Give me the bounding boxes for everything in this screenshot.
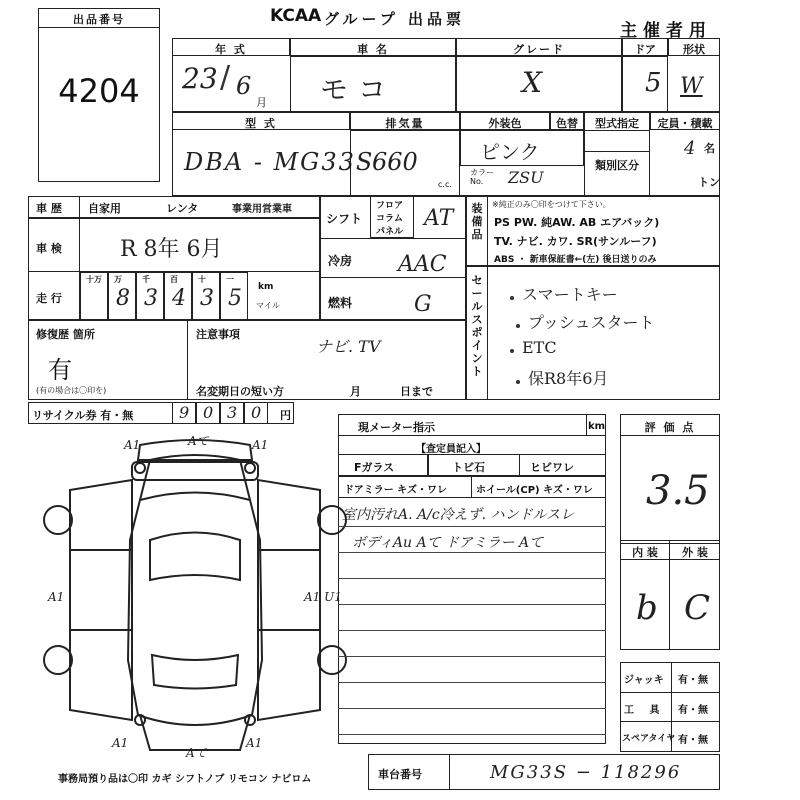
recycle-unit: 円 <box>280 409 291 422</box>
diagram-mark-7: Aて <box>186 746 207 760</box>
sales-label: セールスポイント <box>471 274 483 378</box>
sales-point-text: プッシュスタート <box>528 313 655 332</box>
capacity-label: 定員・積載 <box>657 117 713 130</box>
score-value: 3.5 <box>646 468 710 514</box>
mileage-digit-label: 百 <box>170 275 178 284</box>
diagram-mark-6: A1 <box>112 736 129 750</box>
diagram-mark-3: A1 <box>252 438 269 452</box>
caution-value: ナビ. TV <box>316 337 381 356</box>
door-value: 5 <box>645 68 662 98</box>
chip-label: トビ石 <box>452 461 485 474</box>
tools-label: 工 具 <box>624 705 666 716</box>
inspector-title: 【査定員記入】 <box>416 444 486 455</box>
role-label: 主催者用 <box>620 21 712 41</box>
shift-floor: フロア <box>376 201 404 211</box>
mirror-label: ドアミラー キズ・ワレ <box>344 485 447 496</box>
fuel-value: G <box>414 292 432 317</box>
bullet-icon <box>516 324 520 328</box>
mileage-digit-label: 十 <box>198 275 206 284</box>
note-line <box>338 734 606 735</box>
exterior-label: 外 装 <box>682 546 708 559</box>
repair-note: (有の場合は〇印を) <box>36 386 107 395</box>
tools-yn: 有・無 <box>678 705 708 716</box>
crack-label: ヒビワレ <box>530 461 574 474</box>
sales-point-text: 保R8年6月 <box>528 369 609 388</box>
sales-point-text: ETC <box>522 338 557 357</box>
capacity-value: 4 <box>684 138 696 159</box>
repair-label: 修復歴 箇所 <box>36 328 95 341</box>
recycle-digit: 3 <box>227 403 238 422</box>
year-slash: / <box>220 60 231 95</box>
equipment-label: 装備品 <box>471 202 483 241</box>
ac-value: AAC <box>398 252 447 277</box>
color-label: 外装色 <box>488 117 522 130</box>
class-label: 類別区分 <box>595 159 639 172</box>
grade-value: X <box>522 66 542 99</box>
designation-value-cell <box>584 130 650 152</box>
footer-note: 事務局預り品は〇印 カギ シフトノブ リモコン ナビロム <box>58 774 312 785</box>
ac-label: 冷房 <box>328 254 353 268</box>
repair-value: 有 <box>48 356 72 384</box>
diagram-mark-4: A1 <box>48 590 65 604</box>
glass-label: Fガラス <box>354 461 395 474</box>
mileage-digit: 3 <box>200 286 214 311</box>
mileage-digit-label: 一 <box>226 275 234 284</box>
shift-column: コラム <box>376 214 403 224</box>
expiry-label: 名変期日の短い方 <box>196 385 284 398</box>
score-label: 評 価 点 <box>644 421 696 434</box>
sales-point <box>510 338 557 357</box>
model-value: DBA - MG33S <box>184 148 375 176</box>
frame-label: 車台番号 <box>378 768 422 781</box>
mileage-label: 走 行 <box>36 292 62 305</box>
recycle-digit: 0 <box>251 403 262 422</box>
recycle-digit: 9 <box>179 403 190 422</box>
car-name-value: モコ <box>320 73 397 106</box>
load-unit: トン <box>698 176 720 189</box>
color-value: ピンク <box>480 140 540 164</box>
mileage-digit: 8 <box>116 286 130 311</box>
wheel-label: ホイール(CP) キズ・ワレ <box>476 485 593 496</box>
sales-point <box>516 310 655 333</box>
color-change-label: 色替 <box>556 117 578 130</box>
caution-label: 注意事項 <box>196 328 240 341</box>
mileage-digit: 3 <box>144 286 158 311</box>
mileage-digit-label: 十万 <box>86 275 102 284</box>
shift-label: シフト <box>326 212 363 226</box>
sales-point <box>516 366 608 389</box>
jack-label: ジャッキ <box>624 675 664 686</box>
mileage-digit-label: 万 <box>114 275 122 284</box>
inspector-note-2: ボディAu Aて ドアミラー Aて <box>352 535 544 551</box>
car-name-label: 車 名 <box>357 43 389 56</box>
exterior-value: C <box>684 588 711 628</box>
km-unit: km <box>258 282 274 292</box>
note-line <box>338 604 606 605</box>
year-value: 23 <box>182 62 218 95</box>
month-unit: 月 <box>256 96 267 109</box>
inspection-label: 車 検 <box>36 242 62 255</box>
mileage-digit: 4 <box>172 286 186 311</box>
brand-logo: KCAA <box>270 6 322 26</box>
equipment-line3: ABS ・ 新車保証書←(左) 後日送りのみ <box>494 255 657 265</box>
designation-label: 型式指定 <box>595 117 639 130</box>
expiry-day: 日まで <box>400 385 433 398</box>
fuel-label: 燃料 <box>328 296 353 310</box>
sales-point <box>510 282 618 305</box>
color-no-label: カラーNo. <box>470 168 494 186</box>
sales-point-text: スマートキー <box>522 285 618 304</box>
mile-unit: マイル <box>256 301 280 310</box>
model-label: 型 式 <box>245 117 277 130</box>
history-opt-business: 事業用営業車 <box>232 204 292 215</box>
equipment-note: ※純正のみ〇印をつけて下さい。 <box>492 200 611 209</box>
brand-title: グループ 出品票 <box>324 10 466 28</box>
lot-label: 出品番号 <box>73 13 125 26</box>
bullet-icon <box>510 349 514 353</box>
diagram-mark-1: A1 <box>124 438 141 452</box>
expiry-month: 月 <box>350 385 361 398</box>
mileage-digit: 5 <box>228 286 242 311</box>
cc-unit: c.c. <box>438 180 452 189</box>
inspector-note-1: 室内汚れA. A/c冷えず. ハンドルスレ <box>342 507 575 523</box>
month-value: 6 <box>236 72 252 100</box>
displacement-label: 排気量 <box>385 117 425 130</box>
note-line <box>338 708 606 709</box>
inspection-value: R 8年 6月 <box>120 237 223 262</box>
note-line <box>338 682 606 683</box>
equipment-line1: PS PW. 純AW. AB エアバック) <box>494 216 660 229</box>
spare-yn: 有・無 <box>678 735 708 746</box>
displacement-value: 660 <box>372 148 418 176</box>
lot-number: 4204 <box>58 72 140 110</box>
frame-value: MG33S − 118296 <box>490 762 682 783</box>
capacity-unit: 名 <box>704 142 715 155</box>
note-line <box>338 656 606 657</box>
note-line <box>338 526 606 527</box>
shape-value: W <box>680 74 703 99</box>
shift-value: AT <box>424 206 454 231</box>
note-line <box>338 578 606 579</box>
diagram-mark-5: A1 U1 <box>304 590 342 604</box>
spare-label: スペアタイヤ <box>622 734 676 744</box>
shape-label: 形状 <box>683 43 705 56</box>
note-line <box>338 552 606 553</box>
interior-label: 内 装 <box>632 546 658 559</box>
meter-label: 現メーター指示 <box>358 421 435 434</box>
history-opt-private: 自家用 <box>88 202 121 215</box>
interior-value: b <box>636 588 658 628</box>
recycle-label: リサイクル券 有・無 <box>32 409 134 422</box>
mileage-digit-label: 千 <box>142 275 150 284</box>
bullet-icon <box>510 296 514 300</box>
diagram-mark-2: Aて <box>188 434 209 448</box>
equipment-line2: TV. ナビ. カワ. SR(サンルーフ) <box>494 235 657 248</box>
grade-label: グレード <box>513 43 565 56</box>
diagram-mark-8: A1 <box>246 736 263 750</box>
door-label: ドア <box>634 43 656 56</box>
history-opt-rental: レンタ <box>166 202 199 215</box>
note-line <box>338 630 606 631</box>
jack-yn: 有・無 <box>678 675 708 686</box>
year-label: 年 式 <box>215 43 247 56</box>
history-label: 車 歴 <box>36 202 62 215</box>
bullet-icon <box>516 380 520 384</box>
meter-unit: km <box>588 421 606 432</box>
color-no-value: ZSU <box>508 168 544 187</box>
shift-panel: パネル <box>376 227 404 237</box>
recycle-digit: 0 <box>203 403 214 422</box>
